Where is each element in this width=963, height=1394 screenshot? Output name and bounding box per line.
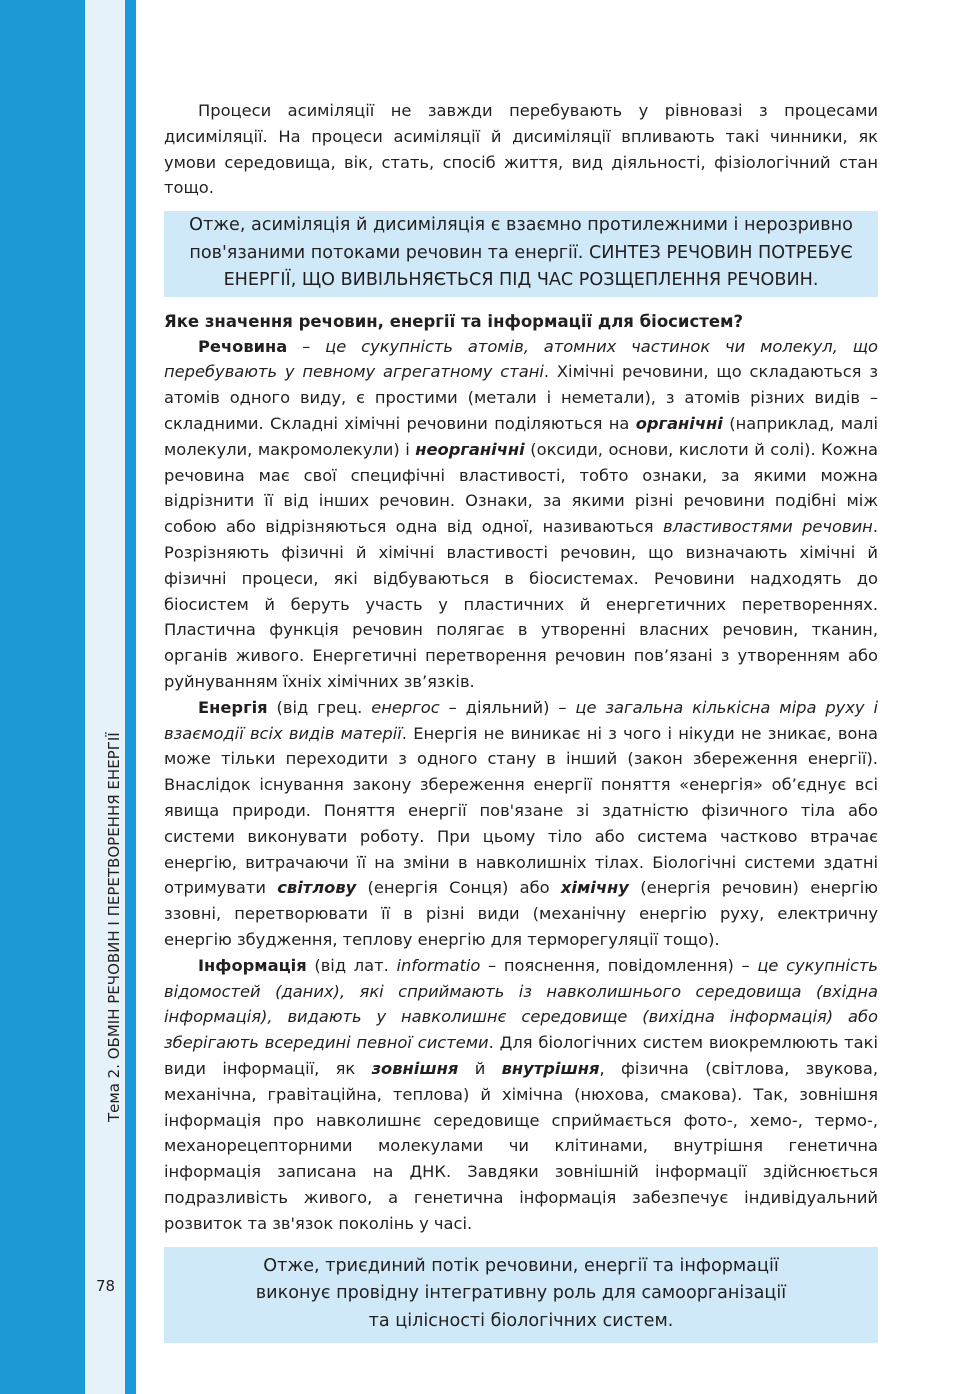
topic-title: Тема 2. ОБМІН РЕЧОВИН І ПЕРЕТВОРЕННЯ ЕНЕРГІЇ [105,732,123,1122]
intro-paragraph: Процеси асиміляції не завжди перебувають у рівновазі з процесами дисиміляції. На процеси асиміляції й дисиміляції впливають такі чинники, як умови середовища, вік, стать, спосіб життя, вид діяльності, фізіологічний стан тощо. [164,101,878,198]
term-organic: органічні [635,414,723,434]
definition-energy: це загальна кількісна міра руху і взаємодії всіх видів матерії [164,697,879,743]
side-band [0,0,85,1394]
paragraph-information: Інформація (від лат. informatio – пояснення, повідомлення) – це сукупність відомостей (даних), які сприймають із навколишнього середовища (вхідна інформація), видають у навколишнє середовище (вихідна інформація) або зберігають всередині певної системи. Для біологічних систем виокремлюють такі види інформації, як зовнішня й внутрішня, фізична (світлова, звукова, механічна, гравітаційна, теплова) й хімічна (нюхова, смакова). Так, зовнішня інформація про навколишнє середовище сприймається фото-, хемо-, термо-, механорецепторними молекулами чи клітинами, внутрішня генетична інформація записана на ДНК. Завдяки зовнішній інформації здійснюється подразливість живого, а генетична інформація забезпечує індивідуальний розвиток та зв'язок поколінь у часі. [164,955,879,1233]
definition-information: це сукупність відомостей (даних), які сприймають із навколишнього середовища (вхідна інформація), видають у навколишнє середовище (вихідна інформація) або зберігають всередині певної системи [164,955,878,1053]
summary-line: виконує провідну інтегративну роль для самоорганізації [255,1283,787,1304]
term-internal: внутрішня [501,1059,600,1078]
page-content [164,98,878,1343]
side-edge [125,0,136,1394]
term-energy: Енергія [198,697,268,717]
paragraph-substance: Речовина – це сукупність атомів, атомних частинок чи молекул, що перебувають у певному агрегатному стані. Хімічні речовини, що складаються з атомів одного виду, є простими (метали і неметали), з атомів різних видів – складними. Складні хімічні речовини поділяються на органічні (наприклад, малі молекули, макромолекули) і неорганічні (оксиди, основи, кислоти й солі). Кожна речовина має свої специфічні властивості, тобто ознаки, за якими можна відрізнити її від інших речовин. Ознаки, за якими різні речовини подібні між собою або відрізняються одна від одної, називаються властивостями речовин. Розрізняють фізичні й хімічні властивості речовин, що визначають хімічні й фізичні процеси, які відбуваються в біосистемах. Речовини надходять до біосистем й беруть участь у пластичних й енергетичних перетвореннях. Пластична функція речовин полягає в утворенні власних речовин, тканин, органів живого. Енергетичні перетворення речовин пов’язані з утворенням або руйнуванням їхніх хімічних зв’язків. [164,336,879,692]
definition-substance: це сукупність атомів, атомних частинок чи молекул, що перебувають у певному агрегатному стані [164,336,878,382]
term-substance: Речовина [198,336,288,356]
section-heading: Яке значення речовин, енергії та інформації для біосистем? [164,311,744,331]
term-chemical-energy: хімічну [560,878,629,898]
term-light-energy: світлову [277,878,357,898]
paragraph-energy: Енергія (від грец. енергос – діяльний) – це загальна кількісна міра руху і взаємодії всіх видів матерії. Енергія не виникає ні з чого і нікуди не зникає, вона може тільки переходити з одного стану в інший (закон збереження енергії). Внаслідок існування закону збереження енергії поняття «енергія» об’єднує всі явища природи. Поняття енергії пов'язане зі здатністю фізичного тіла або системи виконувати роботу. При цьому тіло або система частково втрачає енергію, витрачаючи її на зміни в навколишніх тілах. Біологічні системи здатні отримувати світлову (енергія Сонця) або хімічну (енергія речовин) енергію ззовні, перетворювати її в різні види (механічну енергію руху, електричну енергію збудження, теплову енергію для терморегуляції тощо). [164,697,879,950]
summary-box-bottom [164,1247,878,1344]
term-external: зовнішня [371,1059,459,1078]
term-properties: властивостями речовин [663,517,873,537]
term-information: Інформація [198,955,307,975]
summary-line: та цілісності біологічних систем. [368,1310,674,1331]
side-strip [85,0,125,1394]
page-number: 78 [96,1277,116,1295]
summary-line: Отже, триєдиний потік речовини, енергії та інформації [263,1255,779,1276]
summary-box-top: Отже, асиміляція й дисиміляція є взаємно протилежними і нерозривно пов'язаними потоками речовин та енергії. СИНТЕЗ РЕЧОВИН ПОТРЕБУЄ ЕНЕРГІЇ, ЩО ВИВІЛЬНЯЄТЬСЯ ПІД ЧАС РОЗЩЕПЛЕННЯ РЕЧОВИН. [164,211,878,297]
term-inorganic: неорганічні [415,439,525,459]
